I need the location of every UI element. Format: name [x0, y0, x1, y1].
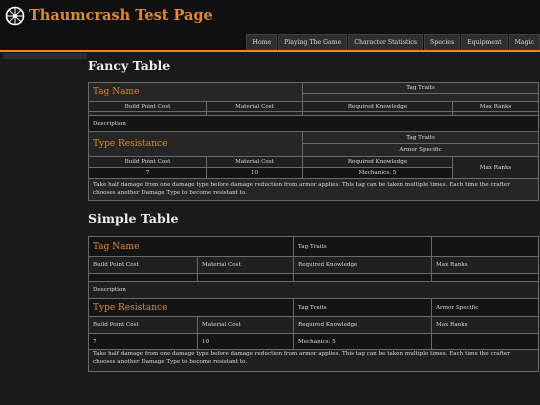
- header-material-cost: Material Cost: [207, 102, 303, 112]
- tag-traits-empty: [303, 94, 539, 102]
- simple-header-required-knowledge: Required Knowledge: [294, 257, 432, 274]
- simple-entry-header-max-ranks: Max Ranks: [432, 317, 539, 334]
- site-header: [0, 0, 540, 52]
- simple-table-heading: Simple Table: [88, 211, 179, 226]
- simple-table: [88, 236, 539, 372]
- entry-header-material-cost: Material Cost: [207, 157, 303, 168]
- entry-armor-specific: Armor Specific: [303, 144, 539, 157]
- site-title[interactable]: Thaumcrash Test Page: [29, 7, 213, 24]
- nav-equipment[interactable]: Equipment: [461, 34, 507, 50]
- simple-entry-name: Type Resistance: [93, 302, 168, 313]
- simple-header-build-point-cost: Build Point Cost: [89, 257, 198, 274]
- simple-entry-description: Take half damage from one damage type before damage reduction from armor applies. This tag can be taken multiple times. Each time the crafter chooses another Damage Type to become resistant to.: [89, 350, 539, 372]
- entry-value-required-knowledge: Mechanics: 5: [303, 168, 453, 179]
- simple-entry-value-build-point-cost: 7: [89, 334, 198, 350]
- entry-name-cell: [89, 132, 303, 157]
- fancy-tag-name-cell: [89, 83, 303, 102]
- entry-tag-traits: Tag Traits: [303, 132, 539, 144]
- simple-entry-header-required-knowledge: Required Knowledge: [294, 317, 432, 334]
- simple-header-max-ranks: Max Ranks: [432, 257, 539, 274]
- nav-home[interactable]: Home: [246, 34, 277, 50]
- entry-max-ranks: Max Ranks: [453, 157, 539, 179]
- fancy-table-heading: Fancy Table: [88, 58, 171, 73]
- wheel-logo-icon[interactable]: [5, 6, 25, 26]
- header-required-knowledge: Required Knowledge: [303, 102, 453, 112]
- entry-description: Take half damage from one damage type before damage reduction from armor applies. This tag can be taken multiple times. Each time the crafter chooses another Damage Type to become resistant to.: [89, 179, 539, 201]
- simple-entry-header-build-point-cost: Build Point Cost: [89, 317, 198, 334]
- simple-entry-tag-traits: Tag Traits: [294, 299, 432, 317]
- simple-entry-header-material-cost: Material Cost: [198, 317, 294, 334]
- simple-tag-name-cell: [89, 237, 294, 257]
- main-nav: [245, 34, 540, 50]
- simple-header-material-cost: Material Cost: [198, 257, 294, 274]
- sidebar-bar: [3, 53, 87, 59]
- entry-header-build-point-cost: Build Point Cost: [89, 157, 207, 168]
- header-max-ranks: Max Ranks: [453, 102, 539, 112]
- entry-header-required-knowledge: Required Knowledge: [303, 157, 453, 168]
- simple-entry-value-required-knowledge: Mechanics: 5: [294, 334, 432, 350]
- simple-entry-value-material-cost: 10: [198, 334, 294, 350]
- simple-entry-armor-specific: Armor Specific: [432, 299, 539, 317]
- tag-traits-header: Tag Traits: [303, 83, 539, 94]
- entry-value-material-cost: 10: [207, 168, 303, 179]
- entry-value-build-point-cost: 7: [89, 168, 207, 179]
- simple-tag-traits: Tag Traits: [294, 237, 432, 257]
- nav-character-statistics[interactable]: Character Statistics: [348, 34, 423, 50]
- header-build-point-cost: Build Point Cost: [89, 102, 207, 112]
- nav-magic[interactable]: Magic: [509, 34, 540, 50]
- fancy-table: [88, 82, 539, 201]
- simple-tag-name: Tag Name: [93, 241, 140, 252]
- nav-species[interactable]: Species: [424, 34, 460, 50]
- simple-entry-name-cell: [89, 299, 294, 317]
- tag-name-label: Tag Name: [93, 87, 140, 97]
- simple-description-label: Description: [89, 282, 539, 299]
- nav-playing-the-game[interactable]: Playing The Game: [278, 34, 347, 50]
- entry-name: Type Resistance: [93, 139, 168, 149]
- description-label: Description: [89, 116, 539, 132]
- main-content: [88, 52, 538, 372]
